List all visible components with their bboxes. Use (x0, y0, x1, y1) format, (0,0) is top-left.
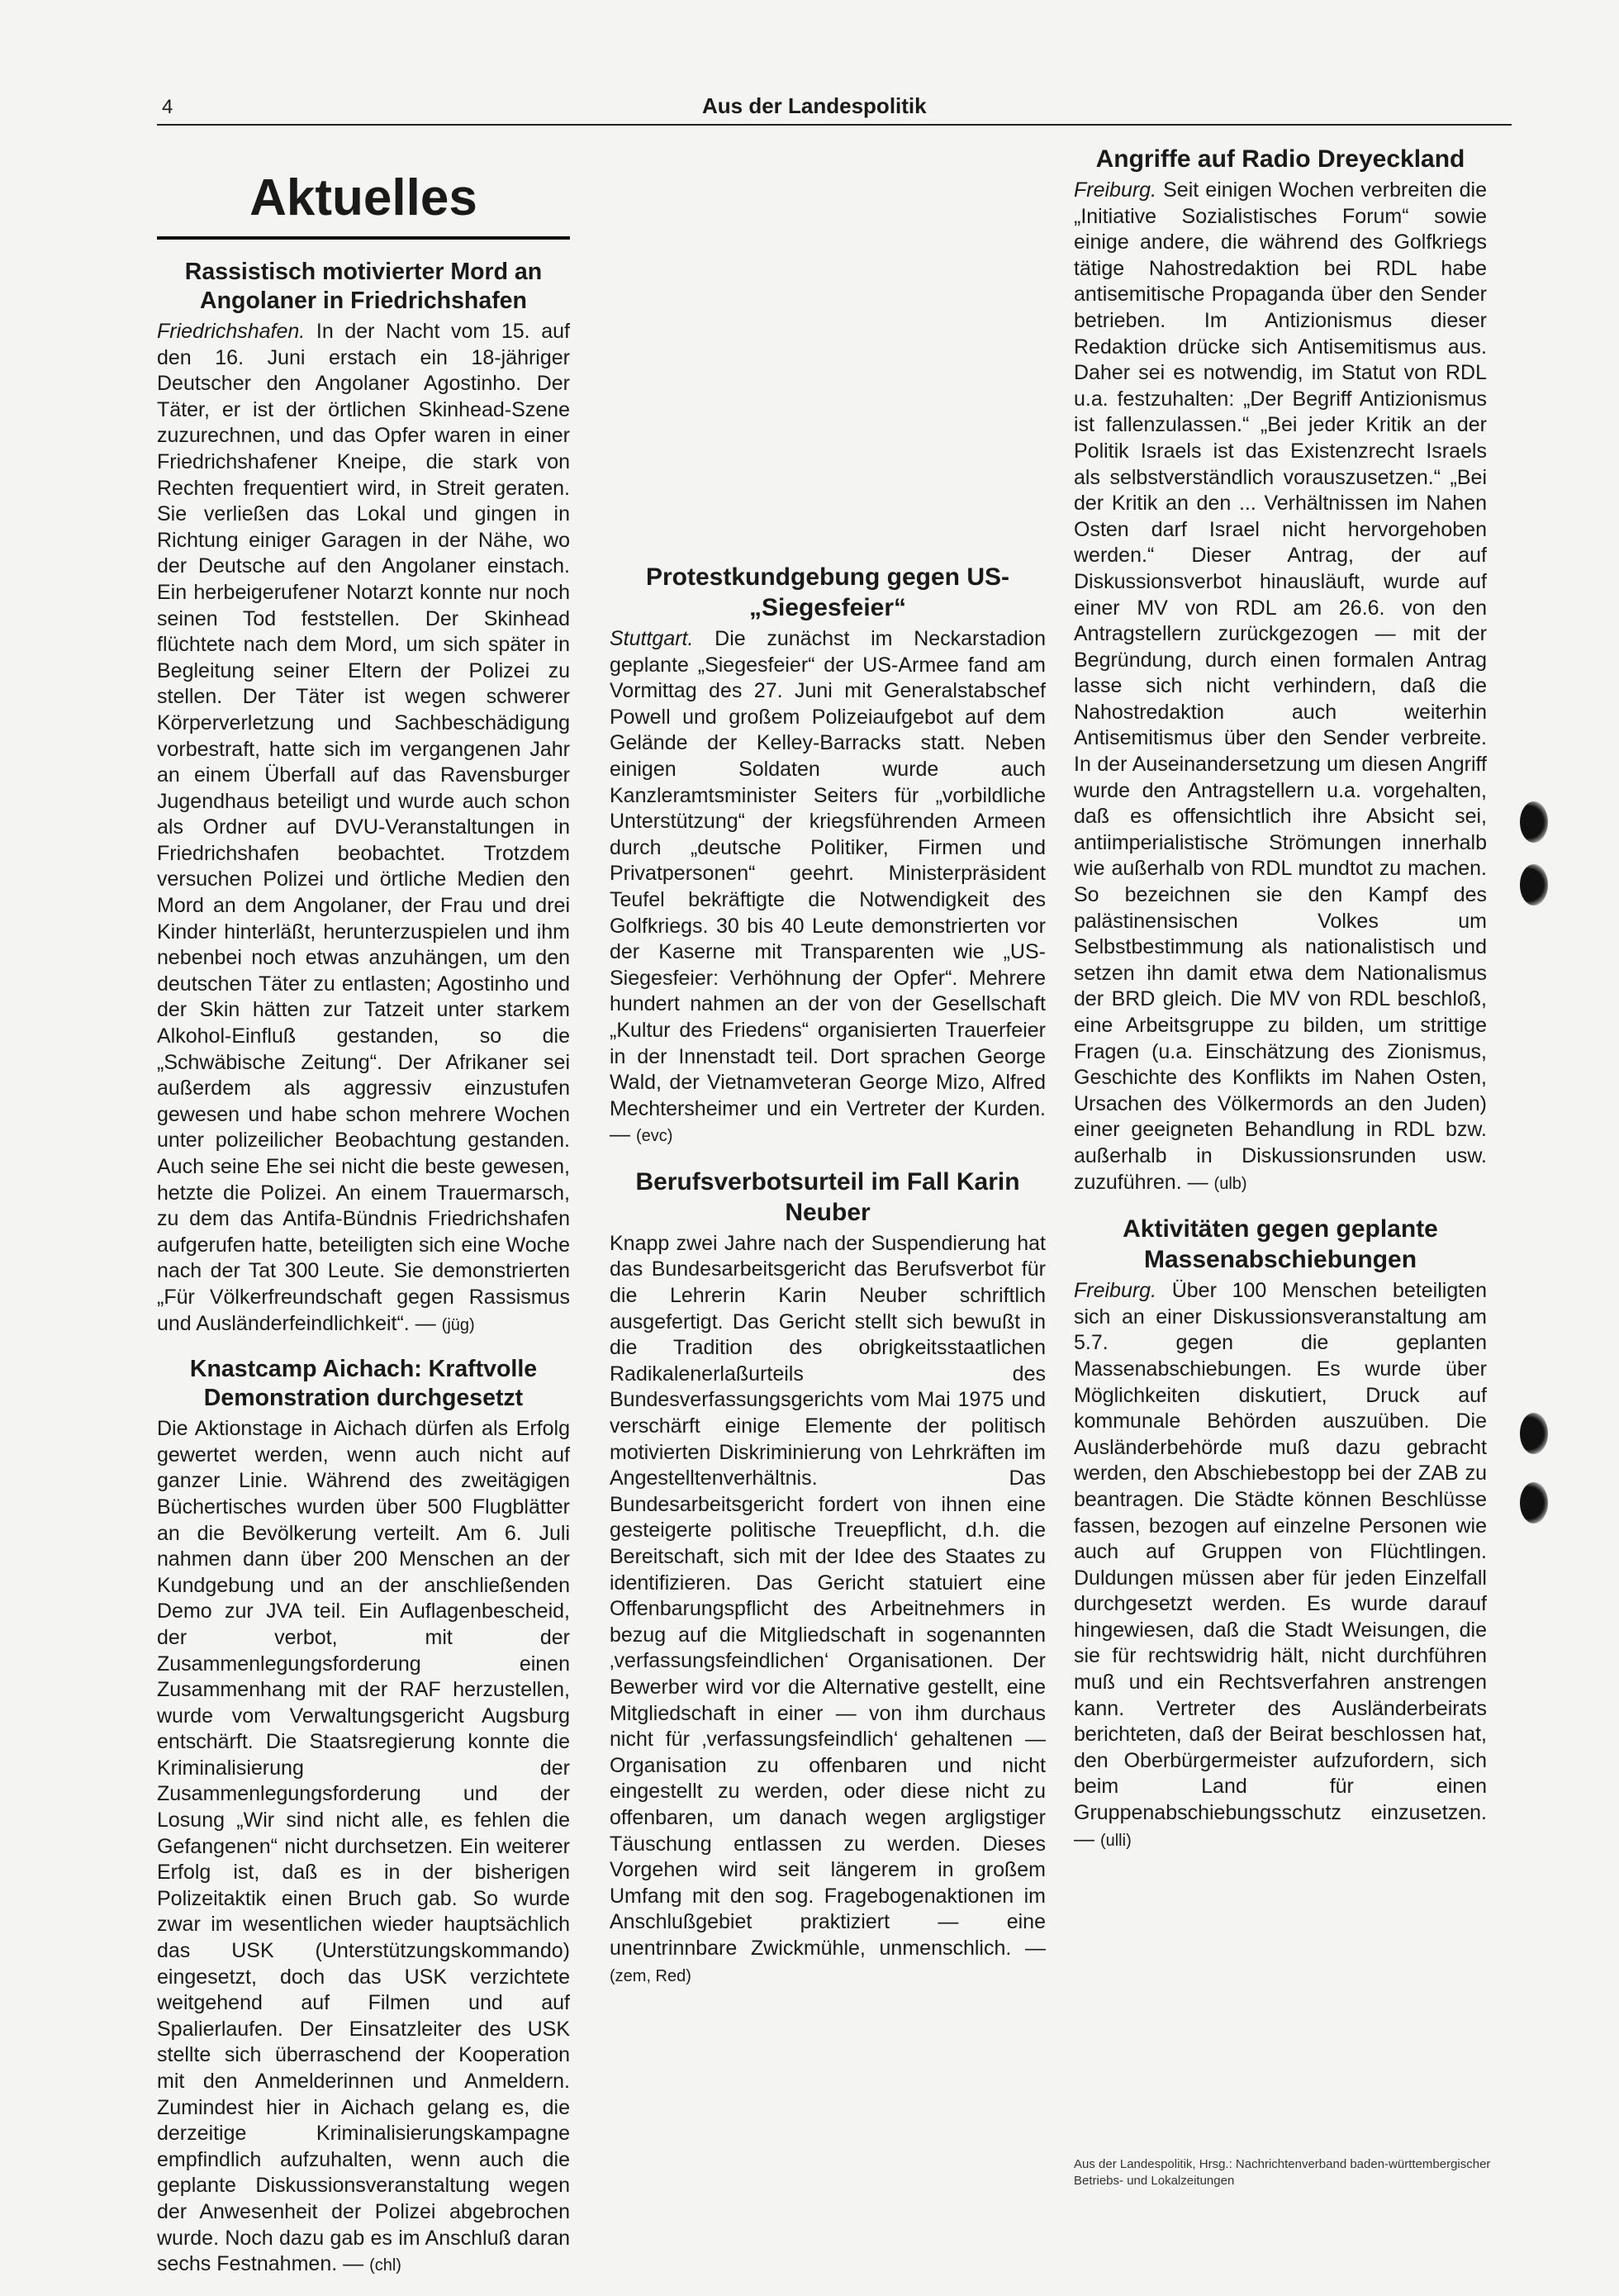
article-text: Die zunächst im Neckarstadion geplante „Siegesfeier“ der US-Armee fand am Vormittag des 27. Juni mit Generalstabschef Powell und großem Polizeiaufgebot auf dem Gelände der Kelley-Barracks statt. Neben einigen Soldaten wurde auch Kanzleramtsminister Seiters für „vorbildliche Unterstützung“ der kriegsführenden Armeen durch „deutsche Politiker, Firmen und Privatpersonen“ geehrt. Ministerpräsident Teufel bekräftigte die Notwendigkeit des Golfkriegs. 30 bis 40 Leute demonstrierten vor der Kaserne mit Transparenten wie „US-Siegesfeier: Verhöhnung der Opfer“. Mehrere hundert nahmen an der von der Gesellschaft „Kultur des Friedens“ organisierten Trauerfeier in der Innenstadt teil. Dort sprachen George Wald, der Vietnamveteran George Mizo, Alfred Mechtersheimer und ein Vertreter der Kurden. — (610, 627, 1046, 1147)
article-body (1074, 178, 1487, 1197)
article-body (610, 1231, 1046, 1989)
column-1 (157, 149, 570, 2296)
article-signature: (evc) (635, 1127, 673, 1146)
article-location: Stuttgart. (610, 627, 694, 650)
article-location: Freiburg. (1074, 1279, 1157, 1303)
punch-hole-icon (1520, 801, 1548, 843)
article-headline: Protestkundgebung gegen US-„Siegesfeier“ (645, 563, 1009, 621)
article-signature: (jüg) (441, 1315, 475, 1334)
article-signature: (ulb) (1213, 1174, 1247, 1193)
article-signature: (zem, Red) (610, 1966, 691, 1985)
article-berufsverbotsurteil (610, 1167, 1046, 1989)
article-radio-dreyeckland (1074, 144, 1487, 1197)
article-mord-friedrichshafen (157, 258, 570, 1338)
article-text: In der Nacht vom 15. auf den 16. Juni erstach ein 18-jähriger Deutscher den Angolaner Agostinho. Der Täter, er ist der örtlichen Skinhead-Szene zuzurechnen, und das Opfer waren in einer Friedrichshafener Kneipe, die stark von Rechten frequentiert wird, in Streit geraten. Sie verließen das Lokal und gingen in Richtung einiger Garagen in der Nähe, wo der Deutsche auf den Angolaner einstach. Ein herbeigerufener Notarzt konnte nur noch seinen Tod feststellen. Der Skinhead flüchtete nach dem Mord, um sich später in Begleitung seiner Eltern der Polizei zu stellen. Der Täter ist wegen schwerer Körperverletzung und Sachbeschädigung vorbestraft, hatte sich im vergangenen Jahr an einem Überfall auf das Ravensburger Jugendhaus beteiligt und wurde auch schon als Ordner auf DVU-Veranstaltungen in Friedrichshafen beobachtet. Trotzdem versuchen Polizei und örtliche Medien den Mord an dem Angolaner, der Frau und drei Kinder hinterläßt, herunterzuspielen und ihm nebenbei noch etwas anzuhängen, um den deutschen Täter zu entlasten; Agostinho und der Skin hätten zur Tatzeit unter starkem Alkohol-Einfluß gestanden, so die „Schwäbische Zeitung“. Der Afrikaner sei außerdem als aggressiv einzustufen gewesen und habe schon mehrere Wochen unter polizeilicher Beobachtung gestanden. Auch seine Ehe sei nicht die beste gewesen, hetzte die Polizei. An einem Trauermarsch, zu dem das Antifa-Bündnis Friedrichshafen aufgerufen hatte, beteiligten sich eine Woche nach der Tat 300 Leute. Sie demonstrierten „Für Völkerfreundschaft gegen Rassismus und Ausländerfeindlichkeit“. — (157, 320, 570, 1335)
colophon: Aus der Landespolitik, Hrsg.: Nachrichtenverband baden-württembergischer Betriebs- und Lokalzeitungen (1074, 2157, 1491, 2188)
page-number: 4 (162, 96, 173, 118)
article-massenabschiebungen (1074, 1214, 1487, 1854)
article-headline: Knastcamp Aichach: Kraftvolle Demonstration durchgesetzt (189, 1356, 538, 1412)
section-rule (157, 236, 570, 240)
section-title: Aktuelles (249, 169, 477, 226)
article-text: Die Aktionstage in Aichach dürfen als Erfolg gewertet werden, wenn auch nicht auf ganzer Linie. Während des zweitägigen Büchertisches wurden über 500 Flugblätter an die Bevölkerung verteilt. Am 6. Juli nahmen dann über 200 Menschen an der Kundgebung und an der anschließenden Demo zur JVA teil. Ein Auflagenbescheid, der verbot, mit der Zusammenlegungsforderung einen Zusammenhang mit der RAF herzustellen, wurde vom Verwaltungsgericht Augsburg entschärft. Die Staatsregierung konnte die Kriminalisierung der Zusammenlegungsforderung und der Losung „Wir sind nicht alle, es fehlen die Gefangenen“ nicht durchsetzen. Ein weiterer Erfolg ist, daß es in der bisherigen Polizeitaktik einen Bruch gab. So wurde zwar im wesentlichen wieder hauptsächlich das USK (Unterstützungskommando) eingesetzt, doch das USK verzichtete weitgehend auf Filmen und auf Spalierlaufen. Der Einsatzleiter des USK stellte sich überraschend der Kooperation mit den Anmelderinnen und Anmeldern. Zumindest hier in Aichach gelang es, die derzeitige Kriminalisierungskampagne empfindlich aufzuhalten, wenn auch die geplante Diskussionsveranstaltung wegen der Anwesenheit der Polizei abgebrochen wurde. Noch dazu gab es im Anschluß daran sechs Festnahmen. — (157, 1417, 570, 2276)
punch-hole-icon (1520, 1413, 1548, 1454)
punch-hole-icon (1520, 864, 1548, 906)
article-location: Freiburg. (1074, 178, 1157, 202)
running-head: Aus der Landespolitik (702, 93, 927, 118)
article-text: Knapp zwei Jahre nach der Suspendierung hat das Bundesarbeitsgericht das Berufsverbot für die Lehrerin Karin Neuber schriftlich ausgefertigt. Das Gericht stellt sich bewußt in die Tradition des obrigkeitsstaatlichen Radikalenerlaßurteils des Bundesverfassungsgerichts vom Mai 1975 und verschärft einige Elemente der politisch motivierten Diskriminierung von Lehrkräften im Angestelltenverhältnis. Das Bundesarbeitsgericht fordert von ihnen eine gesteigerte politische Treuepflicht, d.h. die Bereitschaft, sich mit der Idee des Staates zu identifizieren. Das Gericht statuiert eine Offenbarungspflicht des Arbeitnehmers in bezug auf die Mitgliedschaft in sogenannten ‚verfassungsfeindlichen‘ Organisationen. Der Bewerber wird vor die Alternative gestellt, eine Mitgliedschaft in einer — von ihm durchaus nicht für ‚verfassungsfeindlich‘ gehaltenen — Organisation zu offenbaren und nicht eingestellt zu werden, oder diese nicht zu offenbaren, um danach wegen argligstiger Täuschung entlassen zu werden. Dieses Vorgehen wird seit längerem in großem Umfang mit den sog. Fragebogenaktionen im Anschlußgebiet praktiziert — eine unentrinnbare Zwickmühle, unmenschlich. — (610, 1231, 1046, 1960)
article-signature: (ulli) (1099, 1831, 1132, 1850)
column-2-content (610, 149, 1046, 2006)
article-text: Über 100 Menschen beteiligten sich an einer Diskussionsveranstaltung am 5.7. gegen die geplanten Massenabschiebungen. Es wurde über Möglichkeiten diskutiert, Druck auf kommunale Behörden auszuüben. Die Ausländerbehörde muß dazu gebracht werden, den Abschiebestopp bei der ZAB zu beantragen. Die Städte können Beschlüsse fassen, bezogen auf einzelne Personen wie auch auf Gruppen von Flüchtlingen. Duldungen müssen aber für jeden Einzelfall durchgesetzt werden. Es wurde darauf hingewiesen, daß die Stadt Weisungen, die sie für rechtswidrig hält, nicht durchführen muß und ein Rechtsverfahren anstrengen kann. Vertreter des Ausländerbeirats berichteten, daß der Beirat beschlossen hat, den Oberbürgermeister aufzufordern, sich beim Land für einen Gruppenabschiebungsschutz einzusetzen. — (1074, 1279, 1487, 1851)
article-headline: Berufsverbotsurteil im Fall Karin Neuber (635, 1167, 1020, 1226)
article-headline: Rassistisch motivierter Mord an Angolaner in Friedrichshafen (184, 259, 543, 314)
article-protestkundgebung (610, 562, 1046, 1150)
punch-hole-icon (1520, 1482, 1548, 1524)
article-location: Friedrichshafen. (157, 320, 306, 343)
article-signature: (chl) (369, 2256, 401, 2275)
article-body (610, 626, 1046, 1150)
header-rule (157, 124, 1512, 126)
article-headline: Angriffe auf Radio Dreyeckland (1095, 145, 1465, 173)
article-body (157, 319, 570, 1338)
article-headline: Aktivitäten gegen geplante Massenabschiebungen (1123, 1215, 1438, 1274)
column-3 (1074, 144, 1487, 1871)
article-body (157, 1416, 570, 2279)
article-text: Seit einigen Wochen verbreiten die „Initiative Sozialistisches Forum“ sowie einige andere, die während des Golfkriegs tätige Nahostredaktion bei RDL habe antisemitische Propaganda über den Sender betrieben. Im Antizionismus dieser Redaktion drücke sich Antisemitismus aus. Daher sei es notwendig, im Statut von RDL u.a. festzuhalten: „Der Begriff Antizionismus ist fallenzulassen.“ „Bei jeder Kritik an der Politik Israels ist das Existenzrecht Israels als selbstverständlich vorauszusetzen.“ „Bei der Kritik an den ... Verhältnissen im Nahen Osten darf Israel nicht hervorgehoben werden.“ Dieser Antrag, der auf Diskussionsverbot hinausläuft, wurde auf einer MV von RDL am 26.6. von den Antragstellern zurückgezogen — mit der Begründung, durch einen formalen Antrag lasse sich nicht verhindern, daß die Nahostredaktion auch weiterhin Antisemitismus über den Sender verbreite. In der Auseinandersetzung um diesen Angriff wurde den Antragstellern u.a. vorgehalten, daß es offensichtlich ihre Absicht sei, antiimperialistische Strömungen innerhalb wie außerhalb von RDL mundtot zu machen. So bezeichnen sie den Kampf des palästinensischen Volkes um Selbstbestimmung als nationalistisch und setzen ihn damit etwa dem Nationalismus der BRD gleich. Die MV von RDL beschloß, eine Arbeitsgruppe zu bilden, um strittige Fragen (u.a. Einschätzung des Zionismus, Geschichte des Konflikts im Nahen Osten, Ursachen des Völkermords an den Juden) einer geeigneten Behandlung in RDL bzw. außerhalb in Diskussionsrunden usw. zuzuführen. — (1074, 178, 1487, 1194)
article-knastcamp-aichach (157, 1355, 570, 2279)
article-body (1074, 1278, 1487, 1854)
